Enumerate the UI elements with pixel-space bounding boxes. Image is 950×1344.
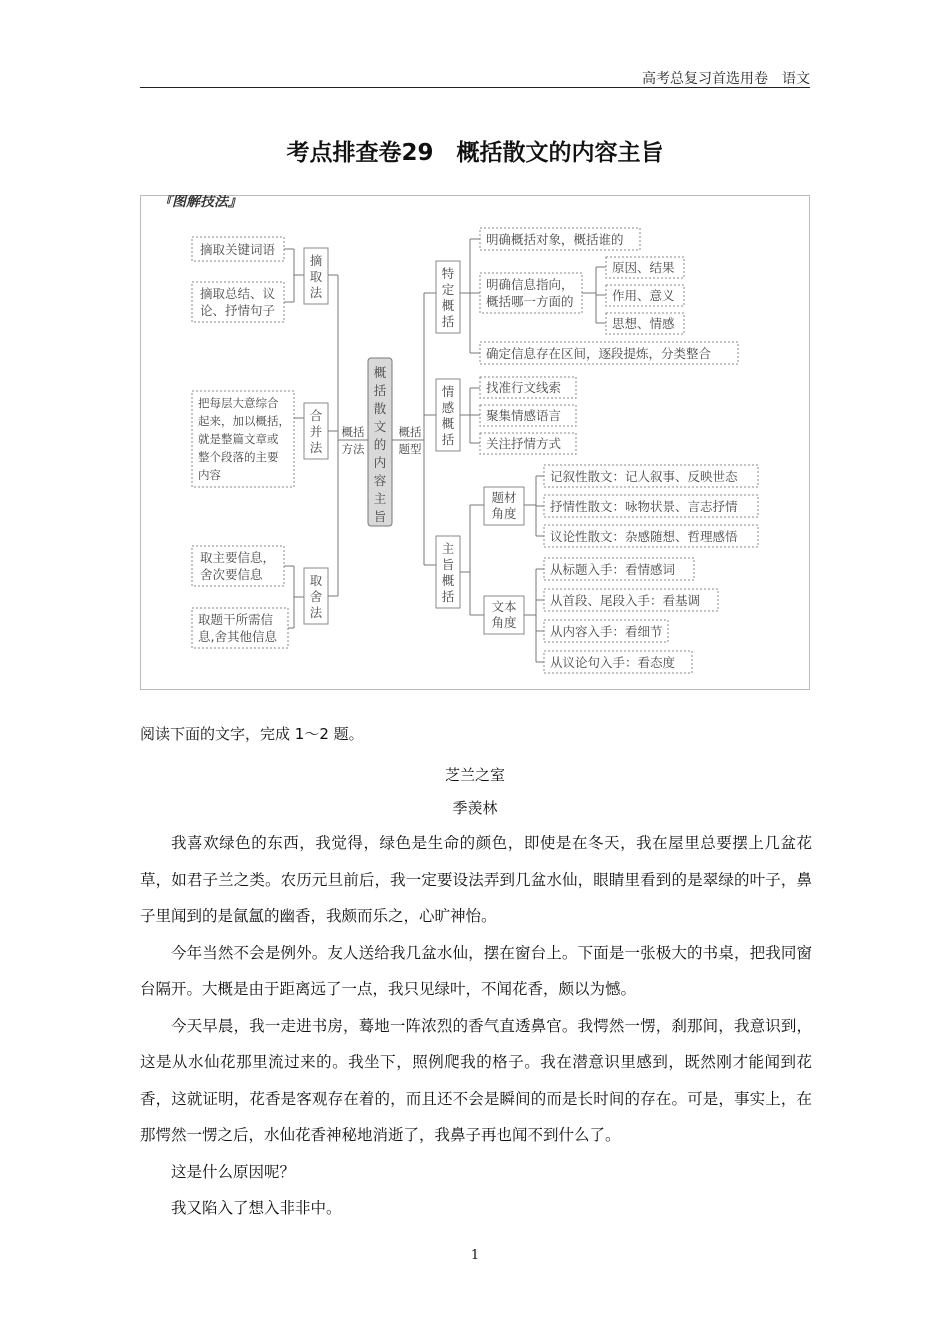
center-char-9: 旨 — [373, 509, 387, 524]
center-char-1: 概 — [373, 365, 387, 380]
page-header: 高考总复习首选用卷 语文 — [642, 71, 810, 87]
text-item-3: 从内容入手：看细节 — [550, 624, 663, 639]
method-label-2: 方法 — [341, 442, 365, 456]
paragraph-4: 这是什么原因呢？ — [171, 1162, 296, 1181]
specific-item-3: 确定信息存在区间，逐段提炼，分类整合 — [486, 346, 712, 361]
reading-instruction: 阅读下面的文字，完成 1～2 题。 — [140, 725, 364, 743]
specific-item-2-line-2: 概括哪一方面的 — [486, 294, 574, 309]
material-item-3: 议论性散文：杂感随想、哲理感悟 — [550, 529, 738, 544]
type-specific-name-4: 括 — [441, 314, 455, 329]
type-emotion-name-2: 感 — [441, 400, 455, 415]
center-char-8: 主 — [373, 491, 387, 506]
essay-title: 芝兰之室 — [444, 766, 505, 784]
paragraph-5: 我又陷入了想入非非中。 — [171, 1199, 342, 1217]
method-1-item-1: 摘取关键词语 — [200, 242, 276, 257]
method-1-item-2-line-1: 摘取总结、议 — [200, 286, 276, 301]
specific-sub-2: 作用、意义 — [612, 288, 675, 303]
paragraph-1: 我喜欢绿色的东西，我觉得，绿色是生命的颜色，即使是在冬天，我在屋里总要摆上几盆花草，如君子兰之类。农历元旦前后，我一定要设法弄到几盆水仙，眼睛里看到的是翠绿的叶子，鼻子里闻到的是氤氲的幽香，我颇而乐之，心旷神怡。 — [140, 834, 812, 925]
method-1-name-2: 取 — [309, 269, 323, 284]
mind-map-diagram — [140, 195, 810, 690]
type-specific-name-3: 概 — [441, 298, 455, 313]
material-item-1: 记叙性散文：记人叙事、反映世态 — [550, 469, 738, 484]
emotion-item-3: 关注抒情方式 — [486, 436, 562, 451]
diagram-tag: 『图解技法』 — [158, 195, 242, 210]
method-3-item-1-line-1: 取主要信息， — [200, 550, 276, 565]
method-3-item-2-line-2: 息,舍其他信息 — [198, 629, 277, 644]
method-label-1: 概括 — [341, 425, 365, 439]
method-3-item-1-line-2: 舍次要信息 — [200, 567, 263, 582]
center-char-2: 括 — [373, 383, 387, 398]
page-title: 考点排查卷29 概括散文的内容主旨 — [286, 140, 664, 166]
type-label-2: 题型 — [398, 442, 422, 456]
center-char-4: 文 — [373, 419, 387, 434]
type-label-1: 概括 — [398, 425, 422, 439]
specific-sub-3: 思想、情感 — [612, 316, 675, 331]
emotion-item-2: 聚集情感语言 — [486, 408, 562, 423]
specific-sub-1: 原因、结果 — [612, 260, 675, 275]
method-3-item-2-line-1: 取题干所需信 — [198, 612, 274, 627]
specific-item-1: 明确概括对象，概括谁的 — [486, 232, 624, 247]
text-item-4: 从议论句入手：看态度 — [550, 655, 676, 670]
method-2-name-3: 法 — [309, 440, 323, 455]
method-2-item-line-1: 把每层大意综合 — [198, 396, 279, 410]
method-1-item-2-line-2: 论、抒情句子 — [200, 303, 276, 318]
center-char-5: 的 — [373, 437, 387, 452]
page-number: 1 — [470, 1248, 480, 1263]
method-2-name-2: 并 — [309, 424, 323, 439]
type-specific-name-2: 定 — [441, 282, 455, 297]
text-name-1: 文本 — [491, 599, 517, 614]
method-3-name-3: 法 — [309, 605, 323, 620]
type-theme-name-2: 旨 — [441, 557, 455, 572]
text-item-1: 从标题入手：看情感词 — [550, 562, 676, 577]
center-char-7: 容 — [373, 473, 387, 488]
method-3-name-2: 舍 — [309, 589, 323, 604]
method-2-item-line-5: 内容 — [198, 468, 221, 482]
type-emotion-name-4: 括 — [441, 432, 455, 447]
essay-author: 季羡林 — [452, 799, 498, 817]
type-theme-name-4: 括 — [441, 589, 455, 604]
type-theme-name-3: 概 — [441, 573, 455, 588]
material-name-2: 角度 — [491, 506, 517, 521]
type-theme-name-1: 主 — [441, 541, 455, 556]
material-name-1: 题材 — [491, 490, 517, 505]
header-rule — [140, 87, 810, 88]
material-item-2: 抒情性散文：咏物状景、言志抒情 — [550, 499, 738, 514]
text-name-2: 角度 — [491, 615, 517, 630]
paragraph-3: 今天早晨，我一走进书房，蓦地一阵浓烈的香气直透鼻官。我愕然一愣，刹那间，我意识到，这是从水仙花那里流过来的。我坐下，照例爬我的格子。我在潜意识里感到，既然刚才能闻到花香，这就证明，花香是客观存在着的，而且还不会是瞬间的而是长时间的存在。可是，事实上，在那愕然一愣之后，水仙花香神秘地消逝了，我鼻子再也闻不到什么了。 — [140, 1016, 812, 1144]
method-2-item-line-2: 起来，加以概括， — [198, 414, 290, 428]
method-2-item-line-3: 就是整篇文章或 — [198, 432, 279, 446]
specific-item-2-line-1: 明确信息指向， — [486, 277, 574, 292]
center-char-6: 内 — [373, 455, 387, 470]
paragraph-2: 今年当然不会是例外。友人送给我几盆水仙，摆在窗台上。下面是一张极大的书桌，把我同窗台隔开。大概是由于距离远了一点，我只见绿叶，不闻花香，颇以为憾。 — [140, 943, 812, 998]
method-2-name-1: 合 — [309, 408, 323, 423]
center-char-3: 散 — [373, 401, 387, 416]
type-emotion-name-1: 情 — [441, 384, 455, 399]
text-item-2: 从首段、尾段入手：看基调 — [550, 593, 701, 608]
type-specific-name-1: 特 — [441, 266, 455, 281]
type-emotion-name-3: 概 — [441, 416, 455, 431]
essay-body — [140, 825, 812, 1227]
method-1-name-3: 法 — [309, 285, 323, 300]
emotion-item-1: 找准行文线索 — [486, 380, 562, 395]
method-3-name-1: 取 — [309, 573, 323, 588]
method-2-item-line-4: 整个段落的主要 — [198, 450, 279, 464]
method-1-name-1: 摘 — [309, 253, 323, 268]
